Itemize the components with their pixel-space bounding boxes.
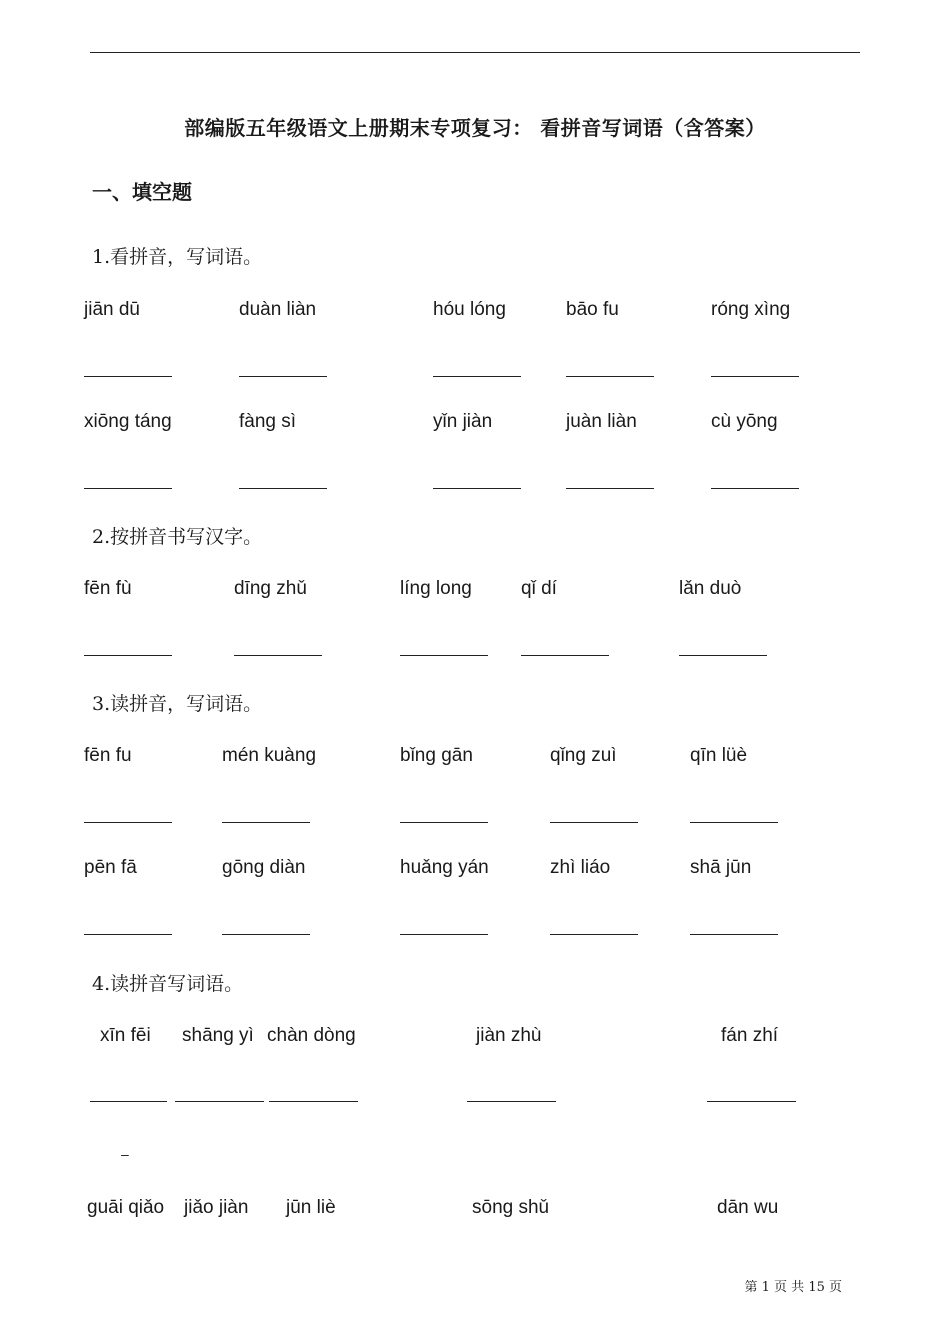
pinyin-item: yǐn jiàn — [433, 411, 493, 432]
answer-blank[interactable] — [234, 655, 322, 656]
answer-blank[interactable] — [550, 934, 638, 935]
question-1-prompt: 1.看拼音，写词语。 — [92, 246, 263, 268]
answer-blank[interactable] — [239, 488, 327, 489]
pinyin-item: xīn fēi — [100, 1025, 151, 1046]
answer-blank[interactable] — [84, 376, 172, 377]
answer-blank[interactable] — [84, 655, 172, 656]
pinyin-item: shāng yì — [182, 1025, 254, 1046]
pinyin-item: duàn liàn — [239, 299, 317, 320]
pinyin-item: shā jūn — [690, 857, 752, 878]
pinyin-item: zhì liáo — [550, 857, 611, 878]
answer-blank[interactable] — [566, 376, 654, 377]
answer-blank[interactable] — [690, 934, 778, 935]
answer-blank[interactable] — [175, 1101, 264, 1102]
pinyin-item: sōng shǔ — [472, 1197, 550, 1218]
answer-blank[interactable] — [400, 934, 488, 935]
question-3-prompt: 3.读拼音，写词语。 — [92, 693, 263, 715]
pinyin-item: dīng zhǔ — [234, 578, 307, 599]
answer-blank[interactable] — [90, 1101, 167, 1102]
pinyin-item: qīn lüè — [690, 745, 748, 766]
pinyin-item: lǎn duò — [679, 578, 742, 599]
pinyin-item: guāi qiǎo — [87, 1197, 165, 1218]
pinyin-item: huǎng yán — [400, 857, 489, 878]
answer-blank[interactable] — [433, 488, 521, 489]
answer-blank[interactable] — [521, 655, 609, 656]
page-footer: 第 1 页 共 15 页 — [744, 1280, 842, 1295]
pinyin-item: jiàn zhù — [476, 1025, 542, 1046]
question-4-prompt: 4.读拼音写词语。 — [92, 973, 244, 995]
pinyin-item: fēn fu — [84, 745, 132, 766]
pinyin-item: pēn fā — [84, 857, 137, 878]
pinyin-item: cù yōng — [711, 411, 778, 432]
answer-blank[interactable] — [433, 376, 521, 377]
answer-blank[interactable] — [679, 655, 767, 656]
question-2-prompt: 2.按拼音书写汉字。 — [92, 526, 263, 548]
pinyin-item: jūn liè — [286, 1197, 336, 1218]
answer-blank[interactable] — [222, 934, 310, 935]
pinyin-item: qǐ dí — [521, 578, 557, 599]
answer-blank[interactable] — [239, 376, 327, 377]
answer-blank[interactable] — [84, 934, 172, 935]
stray-mark: – — [121, 1146, 129, 1162]
answer-blank[interactable] — [711, 376, 799, 377]
answer-blank[interactable] — [84, 488, 172, 489]
pinyin-item: juàn liàn — [566, 411, 637, 432]
pinyin-item: xiōng táng — [84, 411, 172, 432]
pinyin-item: jiǎo jiàn — [184, 1197, 249, 1218]
pinyin-item: róng xìng — [711, 299, 791, 320]
answer-blank[interactable] — [269, 1101, 358, 1102]
answer-blank[interactable] — [550, 822, 638, 823]
pinyin-item: qǐng zuì — [550, 745, 617, 766]
answer-blank[interactable] — [711, 488, 799, 489]
pinyin-item: bǐng gān — [400, 745, 473, 766]
answer-blank[interactable] — [690, 822, 778, 823]
pinyin-item: dān wu — [717, 1197, 779, 1218]
answer-blank[interactable] — [707, 1101, 796, 1102]
answer-blank[interactable] — [400, 655, 488, 656]
header-rule — [90, 52, 860, 53]
pinyin-item: chàn dòng — [267, 1025, 356, 1046]
pinyin-item: fēn fù — [84, 578, 132, 599]
pinyin-item: mén kuàng — [222, 745, 317, 766]
pinyin-item: fàng sì — [239, 411, 297, 432]
answer-blank[interactable] — [467, 1101, 556, 1102]
pinyin-item: bāo fu — [566, 299, 619, 320]
pinyin-item: hóu lóng — [433, 299, 506, 320]
answer-blank[interactable] — [222, 822, 310, 823]
pinyin-item: jiān dū — [84, 299, 140, 320]
pinyin-item: fán zhí — [721, 1025, 779, 1046]
pinyin-item: líng long — [400, 578, 472, 599]
answer-blank[interactable] — [400, 822, 488, 823]
section-heading: 一、填空题 — [92, 180, 192, 204]
answer-blank[interactable] — [566, 488, 654, 489]
answer-blank[interactable] — [84, 822, 172, 823]
pinyin-item: gōng diàn — [222, 857, 306, 878]
document-title: 部编版五年级语文上册期末专项复习： 看拼音写词语（含答案） — [184, 116, 766, 140]
